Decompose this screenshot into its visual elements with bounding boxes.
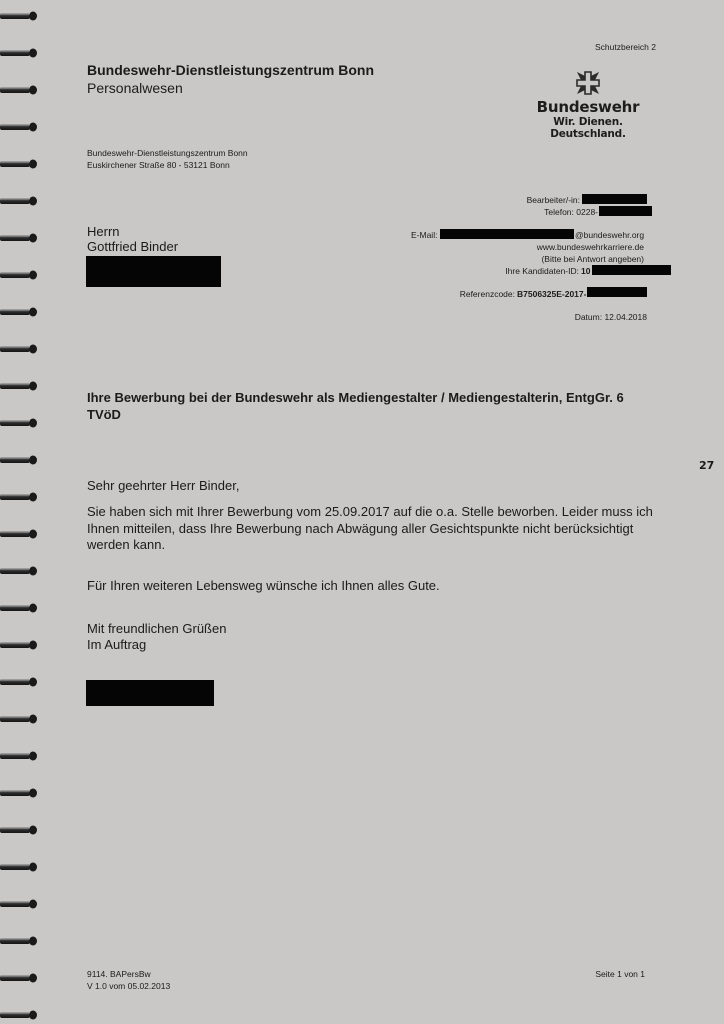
iron-cross-icon bbox=[575, 70, 601, 96]
clerk-label: Bearbeiter/-in: bbox=[526, 195, 580, 205]
redacted-email bbox=[440, 229, 574, 239]
candidate-prefix: 10 bbox=[581, 266, 591, 276]
footer-form-id: 9114. BAPersBw bbox=[87, 969, 151, 979]
closing-1: Mit freundlichen Grüßen bbox=[87, 621, 227, 636]
recipient-salutation: Herrn bbox=[87, 224, 120, 239]
greeting: Sehr geehrter Herr Binder, bbox=[87, 478, 240, 493]
logo-claim: Wir. Dienen. Deutschland. bbox=[550, 116, 626, 140]
redacted-ref bbox=[587, 287, 647, 297]
paragraph-2: Für Ihren weiteren Lebensweg wünsche ich Ihnen alles Gute. bbox=[87, 578, 440, 593]
org-name: Bundeswehr-Dienstleistungszentrum Bonn bbox=[87, 62, 375, 78]
email-domain: @bundeswehr.org bbox=[575, 230, 645, 240]
closing-2: Im Auftrag bbox=[87, 637, 147, 652]
email-label: E-Mail: bbox=[411, 230, 438, 240]
ref-label: Referenzcode: bbox=[459, 289, 515, 299]
sender-line-2: Euskirchener Straße 80 - 53121 Bonn bbox=[87, 160, 230, 170]
page-marker: 27 bbox=[699, 459, 715, 472]
department: Personalwesen bbox=[87, 80, 183, 96]
letter-date: Datum: 12.04.2018 bbox=[574, 312, 647, 322]
spiral-binding bbox=[0, 0, 40, 1024]
reply-note: (Bitte bei Antwort angeben) bbox=[541, 254, 644, 264]
redacted-address bbox=[86, 256, 221, 287]
redacted-signature bbox=[86, 680, 214, 706]
recipient-name: Gottfried Binder bbox=[87, 239, 179, 254]
ref-value: B7506325E-2017- bbox=[517, 289, 587, 299]
bundeswehr-logo bbox=[518, 70, 658, 140]
protection-level: Schutzbereich 2 bbox=[595, 42, 656, 52]
website: www.bundeswehrkarriere.de bbox=[536, 242, 644, 252]
candidate-label: Ihre Kandidaten-ID: bbox=[505, 266, 579, 276]
paragraph-1: Sie haben sich mit Ihrer Bewerbung vom 25.09.2017 auf die o.a. Stelle beworben. Leider muss ich Ihnen mitteilen, dass Ihre Bewerbung nach Abwägung aller Gesichtspunkte nicht berücksichtigt werden kann. bbox=[87, 504, 653, 552]
footer-version: V 1.0 vom 05.02.2013 bbox=[87, 981, 171, 991]
sender-line-1: Bundeswehr-Dienstleistungszentrum Bonn bbox=[87, 148, 248, 158]
footer-page: Seite 1 von 1 bbox=[595, 969, 645, 979]
redacted-candidate-id bbox=[592, 265, 671, 275]
redacted-clerk bbox=[582, 194, 647, 204]
logo-name: Bundeswehr bbox=[536, 98, 640, 116]
phone-label: Telefon: 0228- bbox=[544, 207, 598, 217]
redacted-phone bbox=[599, 206, 652, 216]
letter-subject: Ihre Bewerbung bei der Bundeswehr als Mediengestalter / Mediengestalterin, EntgGr. 6 TVöD bbox=[87, 390, 624, 422]
